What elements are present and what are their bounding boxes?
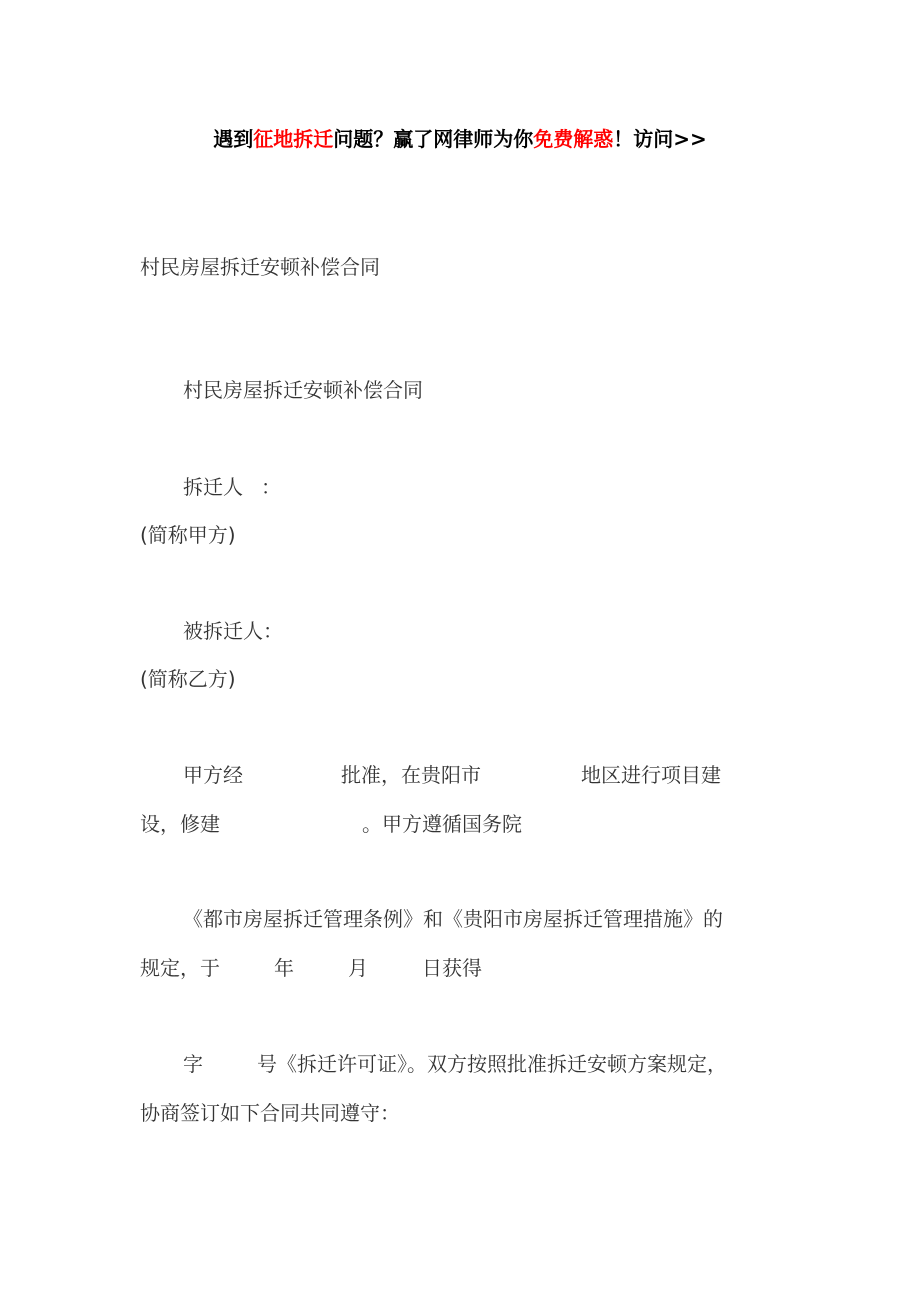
- party-a-label: 拆迁人: [183, 475, 243, 499]
- paragraph-2-line-1: 《都市房屋拆迁管理条例》和《贵阳市房屋拆迁管理措施》的: [183, 907, 723, 931]
- banner-text-1: 遇到: [213, 127, 254, 151]
- paragraph-2-line-2: [140, 954, 482, 982]
- contract-title: 村民房屋拆迁安顿补偿合同: [183, 378, 423, 402]
- banner-text-2: 问题？赢了网律师为你: [333, 127, 534, 151]
- p2-text-b: 规定，于: [140, 956, 220, 980]
- p2-text-e: 日获得: [422, 956, 482, 980]
- banner-highlight-free[interactable]: 免费解惑: [533, 127, 614, 151]
- p2-text-c: 年: [274, 956, 294, 980]
- p2-text-d: 月: [348, 956, 368, 980]
- p1-text-b: 批准，在贵阳市: [341, 763, 481, 787]
- party-a-line: [183, 473, 281, 501]
- p1-text-d: 设，修建: [140, 812, 220, 836]
- paragraph-3-line-1: [183, 1050, 727, 1078]
- promo-banner[interactable]: [0, 124, 920, 154]
- p3-text-a: 字: [183, 1052, 203, 1076]
- banner-visit-link[interactable]: ！访问>>: [613, 127, 707, 151]
- party-a-colon: ：: [261, 475, 281, 499]
- paragraph-1-line-2: [140, 810, 522, 838]
- party-b-short: (简称乙方): [140, 667, 236, 691]
- p1-text-e: 。甲方遵循国务院: [362, 812, 522, 836]
- p3-text-b: 号《拆迁许可证》。双方按照批准拆迁安顿方案规定，: [257, 1052, 727, 1076]
- banner-highlight-demolition[interactable]: 征地拆迁: [253, 127, 334, 151]
- p1-text-a: 甲方经: [183, 763, 243, 787]
- party-b-label: 被拆迁人：: [183, 619, 283, 643]
- paragraph-1-line-1: [183, 761, 721, 789]
- document-heading: 村民房屋拆迁安顿补偿合同: [140, 255, 380, 279]
- party-a-short: (简称甲方): [140, 523, 236, 547]
- p1-text-c: 地区进行项目建: [581, 763, 721, 787]
- paragraph-3-line-2: 协商签订如下合同共同遵守：: [140, 1101, 400, 1125]
